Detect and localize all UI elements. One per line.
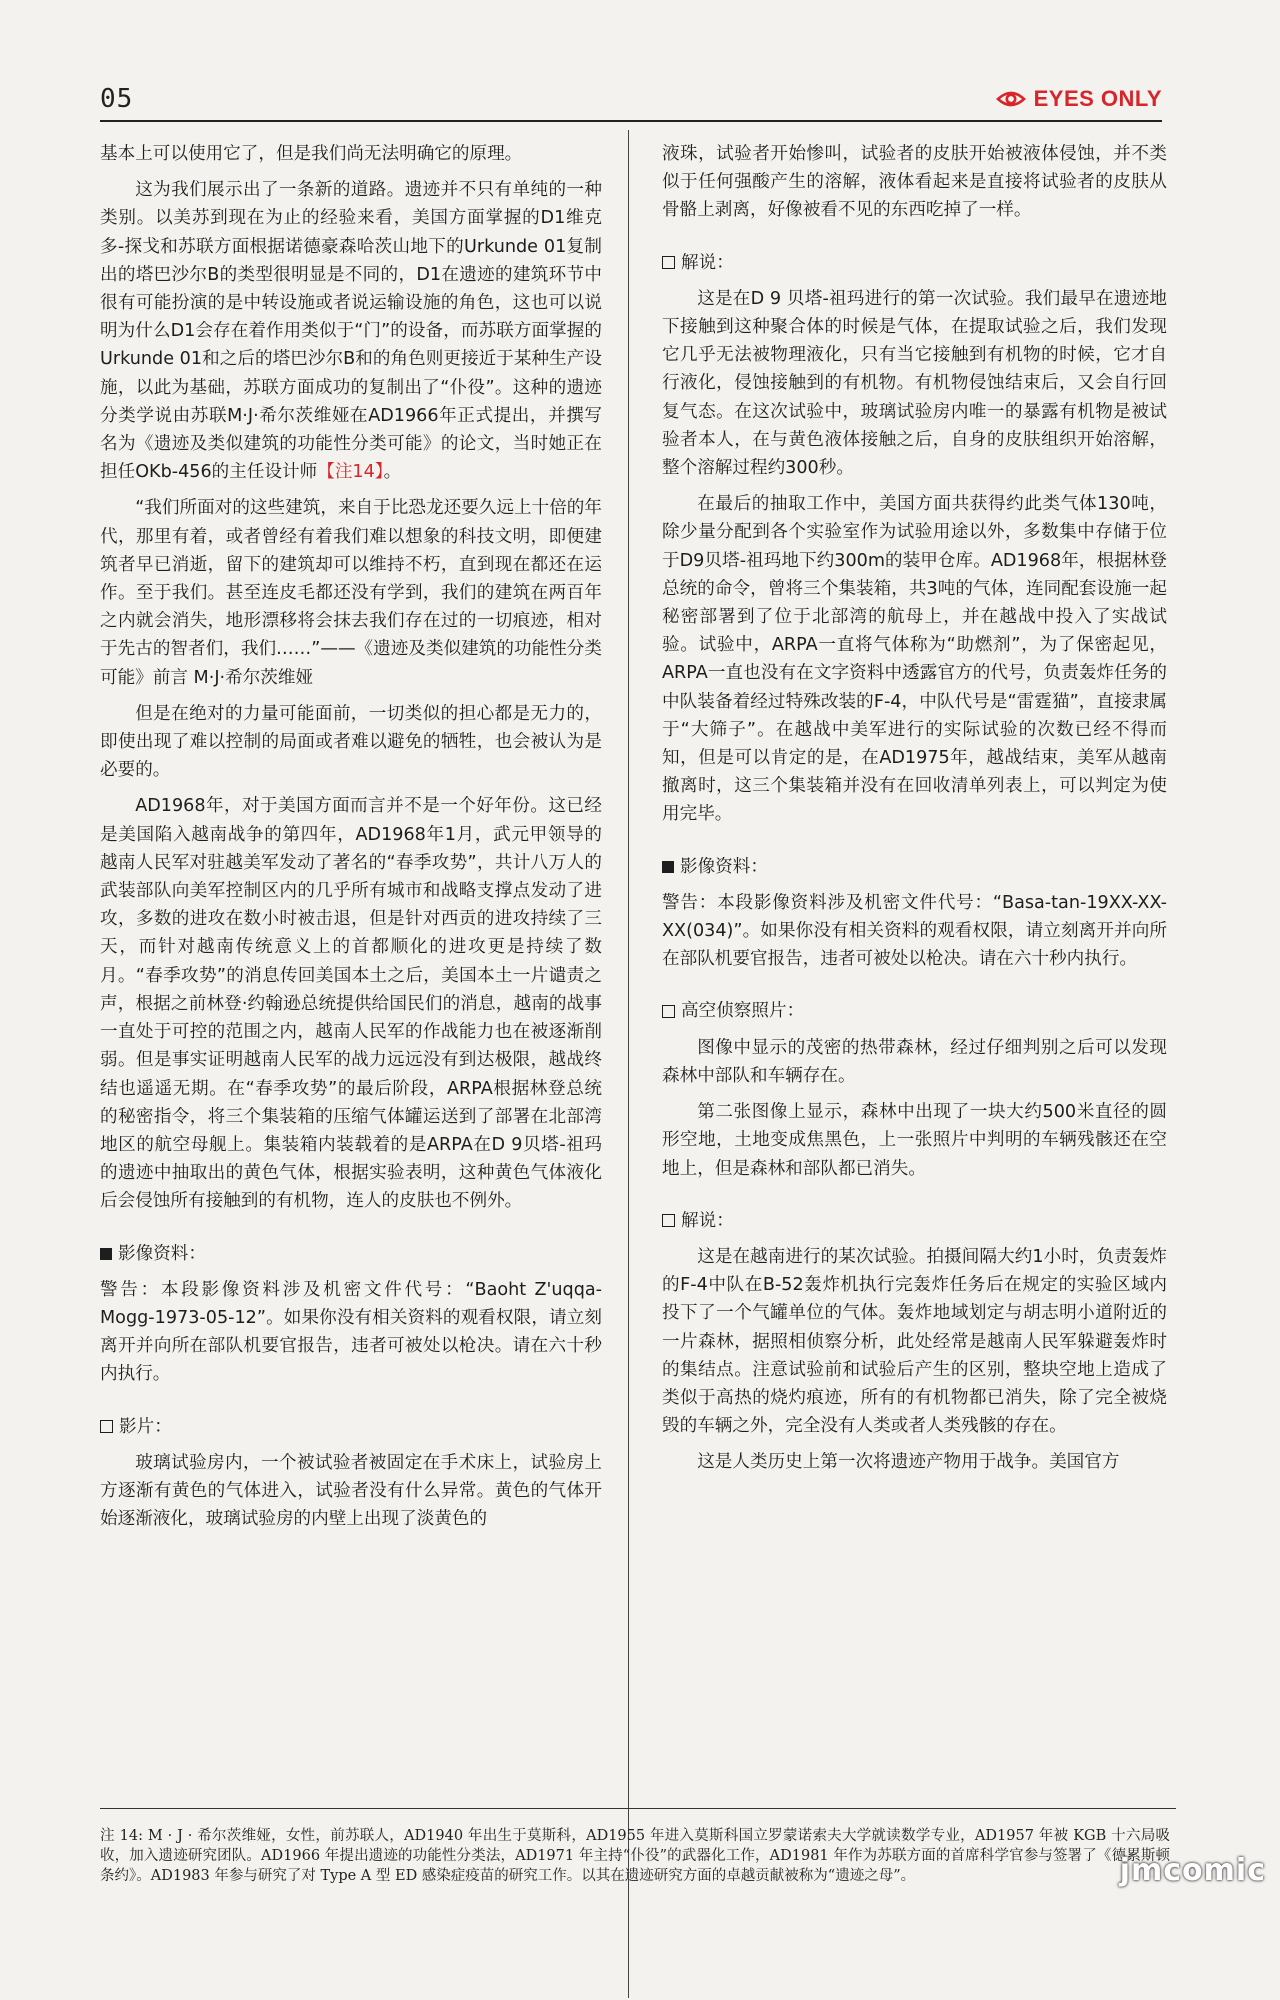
section-heading-text: 解说： bbox=[681, 252, 734, 273]
empty-square-icon bbox=[662, 256, 675, 269]
empty-square-icon bbox=[100, 1420, 113, 1433]
section-heading-text: 高空侦察照片： bbox=[681, 1001, 805, 1022]
eyes-only-text: EYES ONLY bbox=[1033, 86, 1162, 111]
paragraph: 在最后的抽取工作中，美国方面共获得约此类气体130吨，除少量分配到各个实验室作为试验用途以外，多数集中存储于位于D9贝塔-祖玛地下约300m的装甲仓库。AD1968年，根据林登总统的命令，曾将三个集装箱，共3吨的气体，连同配套设施一起秘密部署到了位于北部湾的航母上，并在越战中投入了实战试验。试验中，ARPA一直将气体称为“助燃剂”，为了保密起见，ARPA一直也没有在文字资料中透露官方的代号，负责轰炸任务的中队装备着经过特殊改装的F-4，中队代号是“雷霆猫”，直接隶属于“大筛子”。在越战中美军进行的实际试验的次数已经不得而知，但是可以肯定的是，在AD1975年，越战结束，美军从越南撤离时，这三个集装箱并没有在回收清单列表上，可以判定为使用完毕。 bbox=[662, 494, 1167, 825]
section-heading bbox=[662, 997, 1167, 1025]
empty-square-icon bbox=[662, 1005, 675, 1018]
footnote: 注 14: M · J · 希尔茨维娅，女性，前苏联人，AD1940 年出生于莫斯科，AD1955 年进入莫斯科国立罗蒙诺索夫大学就读数学专业，AD1957 年被 KGB 十六局吸收，加入遗迹研究团队。AD1966 年提出遗迹的功能性分类法，AD1971 年主持“仆役”的武器化工作，AD1981 年作为苏联方面的首席科学官参与签署了《德累斯顿条约》。AD1983 年参与研究了对 Type A 型 ED 感染症疫苗的研究工作。以其在遗迹研究方面的卓越贡献被称为“遗迹之母”。 bbox=[100, 1828, 1170, 1884]
section-heading bbox=[100, 1240, 602, 1268]
eyes-only-label bbox=[996, 86, 1162, 112]
empty-square-icon bbox=[662, 1214, 675, 1227]
section-heading-text: 解说： bbox=[681, 1210, 734, 1231]
warning-text: 警告：本段影像资料涉及机密文件代号：“Basa-tan-19XX-XX-XX(034)”。如果你没有相关资料的观看权限，请立刻离开并向所在部队机要官报告，违者可被处以枪决。请在六十秒内执行。 bbox=[662, 892, 1167, 970]
paragraph-end: 。 bbox=[383, 462, 402, 483]
paragraph: 第二张图像上显示，森林中出现了一块大约500米直径的圆形空地，土地变成焦黑色，上一张照片中判明的车辆残骸还在空地上，但是森林和部队都已消失。 bbox=[662, 1102, 1167, 1179]
header-rule bbox=[100, 120, 1162, 122]
left-column bbox=[100, 140, 602, 2000]
section-heading bbox=[662, 853, 1167, 881]
paragraph-text: 这为我们展示出了一条新的道路。遗迹并不只有单纯的一种类别。以美苏到现在为止的经验来看，美国方面掌握的D1维克多-探戈和苏联方面根据诺德豪森哈茨山地下的Urkunde 01复制出的塔巴沙尔B的类型很明显是不同的，D1在遗迹的建筑环节中很有可能扮演的是中转设施或者说运输设施的角色，这也可以说明为什么D1会存在着作用类似于“门”的设备，而苏联方面掌握的Urkunde 01和之后的塔巴沙尔B和的角色则更接近于某种生产设施，以此为基础，苏联方面成功的复制出了“仆役”。这种的遗迹分类学说由苏联M·J·希尔茨维娅在AD1966年正式提出，并撰写名为《遗迹及类似建筑的功能性分类可能》的论文，当时她正在担任OKb-456的主任设计师 bbox=[100, 180, 602, 483]
section-heading-text: 影像资料： bbox=[118, 1243, 206, 1264]
paragraph: 图像中显示的茂密的热带森林，经过仔细判别之后可以发现森林中部队和车辆存在。 bbox=[662, 1037, 1167, 1086]
paragraph: “我们所面对的这些建筑，来自于比恐龙还要久远上十倍的年代，那里有着，或者曾经有着我们难以想象的科技文明，即便建筑者早已消逝，留下的建筑却可以维持不朽，直到现在都还在运作。至于我们。甚至连皮毛都还没有学到，我们的建筑在两百年之内就会消失，地形漂移将会抹去我们存在过的一切痕迹，相对于先古的智者们，我们……”——《遗迹及类似建筑的功能性分类可能》前言 M·J·希尔茨维娅 bbox=[100, 498, 602, 688]
filled-square-icon bbox=[662, 861, 674, 873]
footnote-rule bbox=[100, 1808, 1176, 1809]
footnote-ref[interactable]: 【注14】 bbox=[317, 462, 384, 483]
eye-icon bbox=[996, 89, 1026, 109]
paragraph: AD1968年，对于美国方面而言并不是一个好年份。这已经是美国陷入越南战争的第四年，AD1968年1月，武元甲领导的越南人民军对驻越美军发动了著名的“春季攻势”，共计八万人的武装部队向美军控制区内的几乎所有城市和战略支撑点发动了进攻，多数的进攻在数小时被击退，但是针对西贡的进攻持续了三天，而针对越南传统意义上的首都顺化的进攻更是持续了数月。“春季攻势”的消息传回美国本土之后，美国本土一片谴责之声，根据之前林登·约翰逊总统提供给国民们的消息，越南的战事一直处于可控的范围之内，越南人民军的作战能力也在被逐渐削弱。但是事实证明越南人民军的战力远远没有到达极限，越战终结也遥遥无期。在“春季攻势”的最后阶段，ARPA根据林登总统的秘密指令，将三个集装箱的压缩气体罐运送到了部署在北部湾地区的航空母舰上。集装箱内装载着的是ARPA在D 9贝塔-祖玛的遗迹中抽取出的黄色气体，根据实验表明，这种黄色气体液化后会侵蚀所有接触到的有机物，连人的皮肤也不例外。 bbox=[100, 796, 602, 1212]
warning-text: 警告：本段影像资料涉及机密文件代号：“Baoht Z'uqqa-Mogg-1973-05-12”。如果你没有相关资料的观看权限，请立刻离开并向所在部队机要官报告，违者可被处以枪决。请在六十秒内执行。 bbox=[100, 1279, 602, 1385]
paragraph: 液珠，试验者开始惨叫，试验者的皮肤开始被液体侵蚀，并不类似于任何强酸产生的溶解，液体看起来是直接将试验者的皮肤从骨骼上剥离，好像被看不见的东西吃掉了一样。 bbox=[662, 144, 1167, 221]
paragraph: 但是在绝对的力量可能面前，一切类似的担心都是无力的，即使出现了难以控制的局面或者难以避免的牺牲，也会被认为是必要的。 bbox=[100, 703, 602, 781]
paragraph: 这是在越南进行的某次试验。拍摄间隔大约1小时，负责轰炸的F-4中队在B-52轰炸机执行完轰炸任务后在规定的实验区域内投下了一个气罐单位的气体。轰炸地域划定与胡志明小道附近的一片森林，据照相侦察分析，此处经常是越南人民军躲避轰炸时的集结点。注意试验前和试验后产生的区别，整块空地上造成了类似于高热的烧灼痕迹，所有的有机物都已消失，除了完全被烧毁的车辆之外，完全没有人类或者人类残骸的存在。 bbox=[662, 1246, 1167, 1437]
filled-square-icon bbox=[100, 1248, 112, 1260]
column-divider bbox=[628, 130, 629, 1998]
paragraph: 玻璃试验房内，一个被试验者被固定在手术床上，试验房上方逐渐有黄色的气体进入，试验者没有什么异常。黄色的气体开始逐渐液化，玻璃试验房的内壁上出现了淡黄色的 bbox=[100, 1452, 602, 1530]
section-heading-text: 影片： bbox=[119, 1416, 172, 1437]
paragraph: 这是人类历史上第一次将遗迹产物用于战争。美国官方 bbox=[697, 1452, 1120, 1473]
section-heading-text: 影像资料： bbox=[680, 856, 768, 877]
section-heading bbox=[662, 1207, 1167, 1235]
right-column bbox=[662, 140, 1167, 2000]
section-heading bbox=[100, 1413, 602, 1441]
page-number: 05 bbox=[100, 84, 134, 114]
section-heading bbox=[662, 249, 1167, 277]
paragraph: 基本上可以使用它了，但是我们尚无法明确它的原理。 bbox=[100, 144, 523, 164]
paragraph: 这是在D 9 贝塔-祖玛进行的第一次试验。我们最早在遗迹地下接触到这种聚合体的时候是气体，在提取试验之后，我们发现它几乎无法被物理液化，只有当它接触到有机物的时候，它才自行液化，侵蚀接触到的有机物。有机物侵蚀结束后，又会自行回复气态。在这次试验中，玻璃试验房内唯一的暴露有机物是被试验者本人，在与黄色液体接触之后，自身的皮肤组织开始溶解，整个溶解过程约300秒。 bbox=[662, 288, 1167, 479]
watermark: jmcomic bbox=[1119, 1853, 1266, 1888]
paragraph bbox=[100, 176, 602, 486]
